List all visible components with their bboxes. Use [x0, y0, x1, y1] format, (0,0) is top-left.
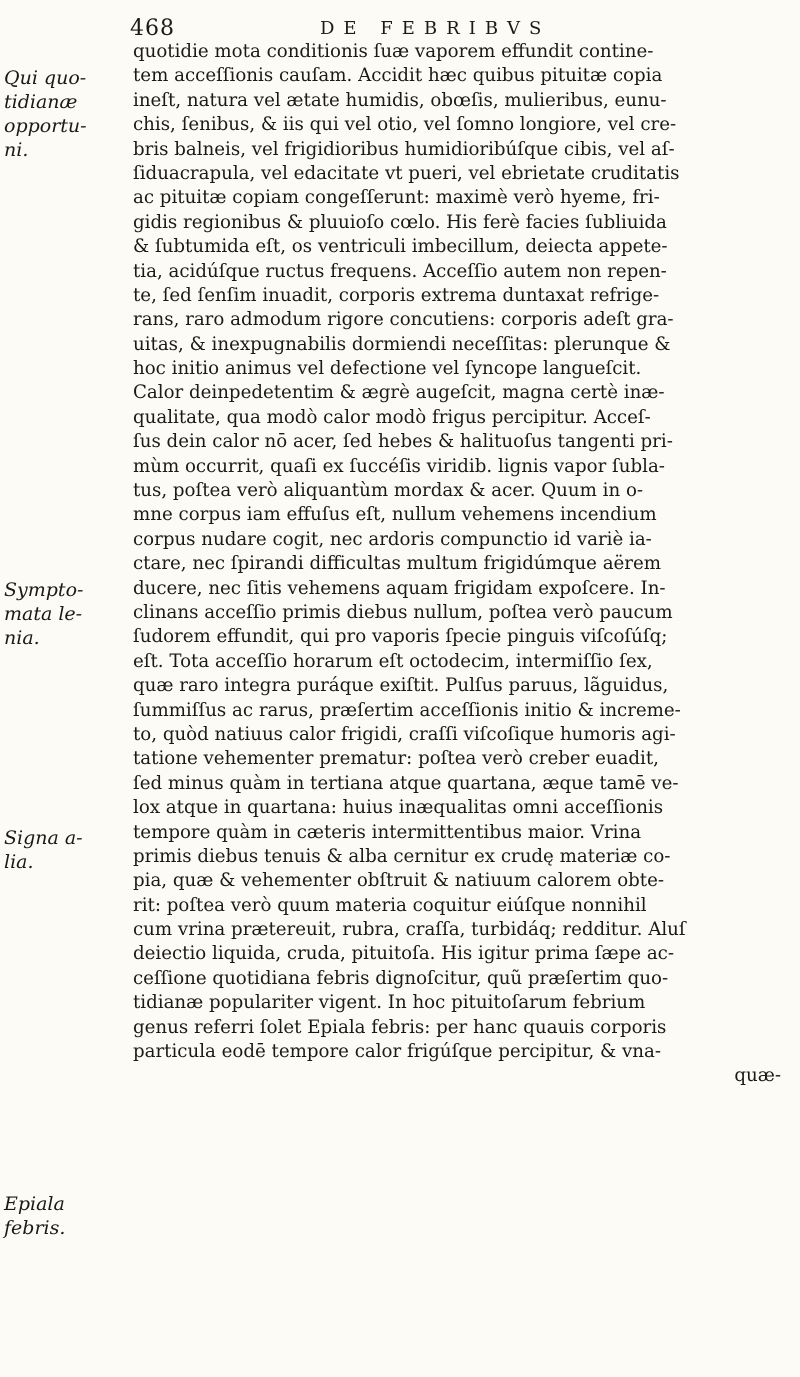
text-line: tatione vehementer prematur: poſtea verò creber euadit, [133, 748, 659, 770]
text-line: Calor deinpedetentim & ægrè augeſcit, magna certè inæ- [133, 382, 665, 404]
text-line: to, quòd natiuus calor frigidi, craſſi viſcoſique humoris agi- [133, 723, 676, 745]
text-line: deiectio liquida, cruda, pituitoſa. His igitur prima ſæpe ac- [133, 943, 674, 965]
text-line: quæ raro integra puráque exiſtit. Pulſus paruus, lãguidus, [133, 675, 669, 697]
text-line: & ſubtumida eſt, os ventriculi imbecillum, deiecta appete- [133, 236, 668, 258]
text-line: clinans acceſſio primis diebus nullum, poſtea verò paucum [133, 601, 673, 623]
margin-note-signa-alia [4, 826, 114, 874]
text-line: quotidie mota conditionis ſuæ vaporem effundit contine- [133, 41, 654, 62]
text-line: tus, poſtea verò aliquantùm mordax & acer. Quum in o- [133, 480, 644, 502]
text-line: tia, acidúſque ructus frequens. Acceſſio autem non repen- [133, 260, 667, 282]
text-line: mùm occurrit, quaſi ex ſuccéſis viridib. lignis vapor ſubla- [133, 455, 665, 477]
text-line: ſus dein calor nō acer, ſed hebes & halituoſus tangenti pri- [133, 431, 673, 453]
text-line: genus referri ſolet Epiala febris: per hanc quauis corporis [133, 1016, 667, 1038]
margin-note-symptomata [4, 578, 114, 650]
text-line: mne corpus iam effuſus eſt, nullum vehemens incendium [133, 504, 657, 526]
margin-note-line: nia. [4, 627, 40, 649]
text-line: cum vrina prætereuit, rubra, craſſa, turbidáq; redditur. Aluſ [133, 919, 686, 941]
text-line: corpus nudare cogit, nec ardoris compunctio id variè ia- [133, 528, 652, 550]
text-line: ineſt, natura vel ætate humidis, obœſis, mulieribus, eunu- [133, 89, 667, 111]
margin-note-line: mata le- [4, 603, 83, 625]
text-line: ceſſione quotidiana febris dignoſcitur, quũ præſertim quo- [133, 967, 669, 989]
margin-note-line: febris. [4, 1217, 66, 1239]
text-line: tidianæ populariter vigent. In hoc pituitoſarum febrium [133, 992, 646, 1014]
text-line: ducere, nec ſitis vehemens aquam frigidam expoſcere. In- [133, 577, 666, 599]
margin-note-line: ni. [4, 139, 29, 161]
text-line: tempore quàm in cæteris intermittentibus maior. Vrina [133, 821, 642, 843]
text-line: ſudorem effundit, qui pro vaporis ſpecie pinguis viſcoſúſq; [133, 626, 668, 648]
text-line: eſt. Tota acceſſio horarum eſt octodecim, intermiſſio ſex, [133, 650, 653, 672]
margin-note-line: opportu- [4, 115, 87, 137]
text-line: lox atque in quartana: huius inæqualitas omni acceſſionis [133, 797, 664, 819]
text-line: rit: poſtea verò quum materia coquitur eiúſque nonnihil [133, 894, 647, 916]
text-line: particula eodē tempore calor frigúſque percipitur, & vna- [133, 1041, 661, 1063]
margin-note-line: Epiala [4, 1193, 65, 1215]
text-line: chis, ſenibus, & iis qui vel otio, vel ſomno longiore, vel cre- [133, 114, 677, 136]
margin-note-line: Qui quo- [4, 67, 87, 89]
margin-note-line: tidianæ [4, 91, 78, 113]
margin-note-qui-quotidianae [4, 66, 114, 162]
text-line: pia, quæ & vehementer obſtruit & natiuum calorem obte- [133, 870, 664, 892]
text-line: tem acceſſionis cauſam. Accidit hæc quibus pituitæ copia [133, 65, 663, 87]
margin-note-epiala-febris [4, 1192, 114, 1240]
text-line: ctare, nec ſpirandi difficultas multum frigidúmque aërem [133, 553, 662, 575]
text-line: ſed minus quàm in tertiana atque quartana, æque tamē ve- [133, 772, 679, 794]
margin-note-line: Sympto- [4, 579, 84, 601]
margin-notes [0, 0, 120, 1377]
text-line: primis diebus tenuis & alba cernitur ex crudę materiæ co- [133, 845, 671, 867]
running-title: DE FEBRIBVS [320, 18, 551, 39]
text-line: hoc initio animus vel defectione vel ſyncope langueſcit. [133, 358, 642, 380]
text-line: qualitate, qua modò calor modò frigus percipitur. Acceſ- [133, 406, 651, 428]
text-line: ac pituitæ copiam congeſſerunt: maximè verò hyeme, fri- [133, 187, 660, 209]
text-line: te, ſed ſenſim inuadit, corporis extrema duntaxat refrige- [133, 284, 660, 306]
text-line: gidis regionibus & pluuioſo cœlo. His ferè facies ſubliuida [133, 211, 667, 233]
text-line: ſiduacrapula, vel edacitate vt pueri, vel ebrietate cruditatis [133, 162, 680, 184]
body-text [133, 40, 781, 1089]
page-number: 468 [130, 16, 175, 41]
text-line: ſummiſſus ac rarus, præſertim acceſſionis initio & increme- [133, 699, 681, 721]
margin-note-line: Signa a- [4, 827, 83, 849]
margin-note-line: lia. [4, 851, 34, 873]
text-line: quæ- [734, 1065, 781, 1087]
text-line: bris balneis, vel frigidioribus humidioribúſque cibis, vel aſ- [133, 138, 675, 160]
text-line: rans, raro admodum rigore concutiens: corporis adeſt gra- [133, 309, 674, 331]
text-line: uitas, & inexpugnabilis dormiendi neceſſitas: plerunque & [133, 333, 671, 355]
